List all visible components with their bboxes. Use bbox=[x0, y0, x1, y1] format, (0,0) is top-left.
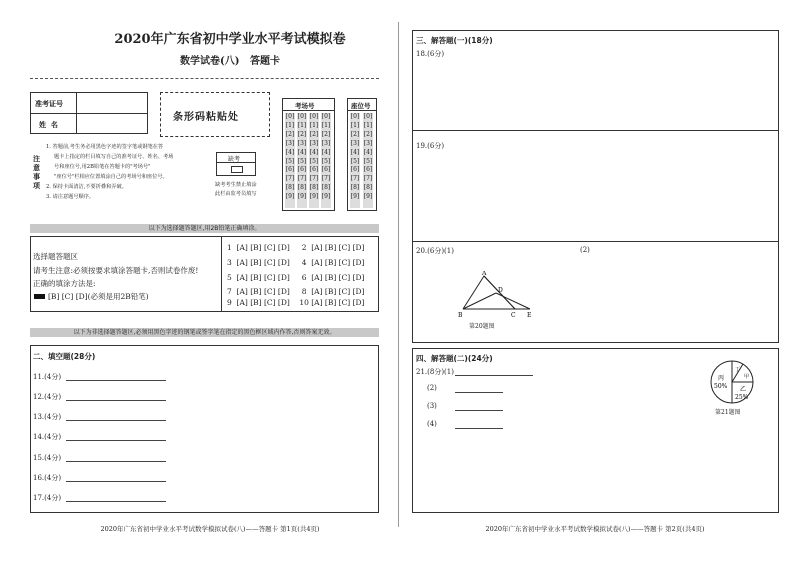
answer-line-21-1[interactable] bbox=[455, 375, 533, 376]
question-21: 21.(8分)(1) bbox=[416, 368, 454, 376]
section4-area bbox=[412, 348, 779, 513]
answer-line-21-2[interactable] bbox=[455, 392, 503, 393]
answer-line-21-4[interactable] bbox=[455, 428, 503, 429]
header-divider bbox=[30, 78, 379, 79]
choice-title: 选择题答题区 bbox=[33, 252, 78, 261]
section3-heading: 三、解答题(一)(18分) bbox=[416, 36, 493, 45]
digit-column: [0] [1] [2] [3] [4] [5] [6] [7] [8] [9] bbox=[309, 113, 319, 201]
digit-column: [0] [1] [2] [3] [4] [5] [6] [7] [8] [9] bbox=[321, 113, 331, 201]
choice-area bbox=[30, 236, 379, 312]
fig20-label-a: A bbox=[482, 271, 487, 277]
digit-column: [0] [1] [2] [3] [4] [5] [6] [7] [8] [9] bbox=[350, 113, 360, 201]
answer-line-12[interactable] bbox=[66, 400, 166, 401]
question-12: 12.(4分) bbox=[33, 393, 62, 401]
question-19: 19.(6分) bbox=[416, 142, 445, 150]
answer-line-13[interactable] bbox=[66, 420, 166, 421]
choice-instruction-bar: 以下为选择题答题区,用2B铅笔正确填涂。 bbox=[30, 224, 379, 233]
notes-list: 1. 答题前,考生务必用黑色字迹的签字笔或钢笔在答 题卡上指定的栏目填写自己的准考证号、姓名、考场 号和座位号,用2B铅笔在答题卡的"考场号" "座位号"栏相应位置填涂自己的考场号和座位号。 2. 保持卡面清洁,不要折叠和弄破。 3. 请注意题号顺序。 bbox=[46, 144, 174, 200]
question-21-part3: (3) bbox=[427, 402, 437, 410]
choice-row[interactable]: 9 [A] [B] [C] [D] 10 [A] [B] [C] [D] bbox=[227, 298, 365, 307]
choice-row[interactable]: 7 [A] [B] [C] [D] 8 [A] [B] [C] [D] bbox=[227, 287, 365, 296]
fig20-label-c: C bbox=[511, 312, 516, 319]
choice-instruction: 请考生注意:必须按要求填涂答题卡,否则试卷作废! bbox=[33, 266, 199, 275]
pie-label-bing: 丙 bbox=[718, 375, 725, 382]
exam-number-label: 准考证号 bbox=[35, 100, 63, 108]
fill-in-area bbox=[30, 345, 379, 513]
figure-21-pie bbox=[709, 359, 755, 405]
choice-row[interactable]: 1 [A] [B] [C] [D] 2 [A] [B] [C] [D] bbox=[227, 243, 365, 252]
absent-note-1: 缺考考生禁止填涂 bbox=[215, 182, 257, 188]
footer-left: 2020年广东省初中学业水平考试数学模拟试卷(八)——答题卡 第1页(共4页) bbox=[100, 525, 320, 533]
absent-checkbox[interactable] bbox=[231, 166, 243, 173]
answer-line-11[interactable] bbox=[66, 380, 166, 381]
question-11: 11.(4分) bbox=[33, 373, 62, 381]
choice-method: 正确的填涂方法是: bbox=[33, 279, 96, 288]
page-divider bbox=[398, 22, 399, 527]
page-title: 2020年广东省初中学业水平考试模拟卷 bbox=[114, 32, 346, 47]
exam-room-label: 考场号 bbox=[295, 102, 315, 110]
choice-example: [B] [C] [D](必须是用2B铅笔) bbox=[48, 292, 149, 301]
pie-label-25: 25% bbox=[735, 394, 749, 401]
pie-label-ding: 丁 bbox=[735, 367, 741, 373]
section4-heading: 四、解答题(二)(24分) bbox=[416, 354, 493, 363]
footer-right: 2020年广东省初中学业水平考试数学模拟试卷(八)——答题卡 第2页(共4页) bbox=[485, 525, 705, 533]
question-16: 16.(4分) bbox=[33, 474, 62, 482]
exam-room-grid bbox=[282, 98, 335, 211]
figure-21-caption: 第21题图 bbox=[715, 409, 741, 416]
name-label: 姓 名 bbox=[39, 121, 58, 129]
q18-q19-divider bbox=[413, 130, 778, 131]
page-subtitle: 数学试卷(八) 答题卡 bbox=[180, 56, 280, 67]
digit-column: [0] [1] [2] [3] [4] [5] [6] [7] [8] [9] bbox=[363, 113, 373, 201]
id-table bbox=[30, 92, 148, 134]
barcode-area bbox=[160, 92, 270, 137]
seat-label: 座位号 bbox=[351, 102, 371, 110]
question-21-part2: (2) bbox=[427, 384, 437, 392]
question-13: 13.(4分) bbox=[33, 413, 62, 421]
question-20-part2: (2) bbox=[580, 246, 590, 254]
answer-line-15[interactable] bbox=[66, 461, 166, 462]
question-18: 18.(6分) bbox=[416, 50, 445, 58]
q19-q20-divider bbox=[413, 241, 778, 242]
notes-heading: 注意事项 bbox=[33, 155, 40, 190]
digit-column: [0] [1] [2] [3] [4] [5] [6] [7] [8] [9] bbox=[297, 113, 307, 201]
absent-note-2: 此栏由监考员填写 bbox=[215, 191, 257, 197]
figure-20 bbox=[453, 271, 533, 321]
filled-example-mark bbox=[34, 294, 45, 299]
question-14: 14.(4分) bbox=[33, 433, 62, 441]
seat-grid bbox=[347, 98, 377, 211]
digit-column: [0] [1] [2] [3] [4] [5] [6] [7] [8] [9] bbox=[285, 113, 295, 201]
fill-in-heading: 二、填空题(28分) bbox=[33, 352, 96, 361]
answer-line-17[interactable] bbox=[66, 501, 166, 502]
pie-label-50: 50% bbox=[714, 383, 728, 390]
fig20-label-b: B bbox=[458, 312, 463, 319]
fig20-label-e: E bbox=[527, 312, 532, 319]
fig20-label-d: D bbox=[498, 287, 503, 294]
barcode-label: 条形码粘贴处 bbox=[173, 112, 239, 123]
absent-box bbox=[216, 152, 256, 176]
absent-label: 缺考 bbox=[228, 156, 241, 163]
answer-line-21-3[interactable] bbox=[455, 410, 503, 411]
question-20: 20.(6分)(1) bbox=[416, 247, 454, 255]
answer-line-16[interactable] bbox=[66, 481, 166, 482]
question-21-part4: (4) bbox=[427, 420, 437, 428]
pie-label-yi: 乙 bbox=[740, 386, 747, 393]
nonchoice-instruction-bar: 以下为非选择题答题区,必须用黑色字迹的钢笔或签字笔在指定的黑色框区域内作答,否则答案无效。 bbox=[30, 328, 379, 337]
section3-area bbox=[412, 30, 779, 343]
answer-line-14[interactable] bbox=[66, 440, 166, 441]
choice-row[interactable]: 3 [A] [B] [C] [D] 4 [A] [B] [C] [D] bbox=[227, 258, 365, 267]
question-17: 17.(4分) bbox=[33, 494, 62, 502]
figure-20-caption: 第20题图 bbox=[469, 323, 495, 330]
choice-row[interactable]: 5 [A] [B] [C] [D] 6 [A] [B] [C] [D] bbox=[227, 273, 365, 282]
question-15: 15.(4分) bbox=[33, 454, 62, 462]
pie-label-jia: 甲 bbox=[744, 374, 750, 380]
